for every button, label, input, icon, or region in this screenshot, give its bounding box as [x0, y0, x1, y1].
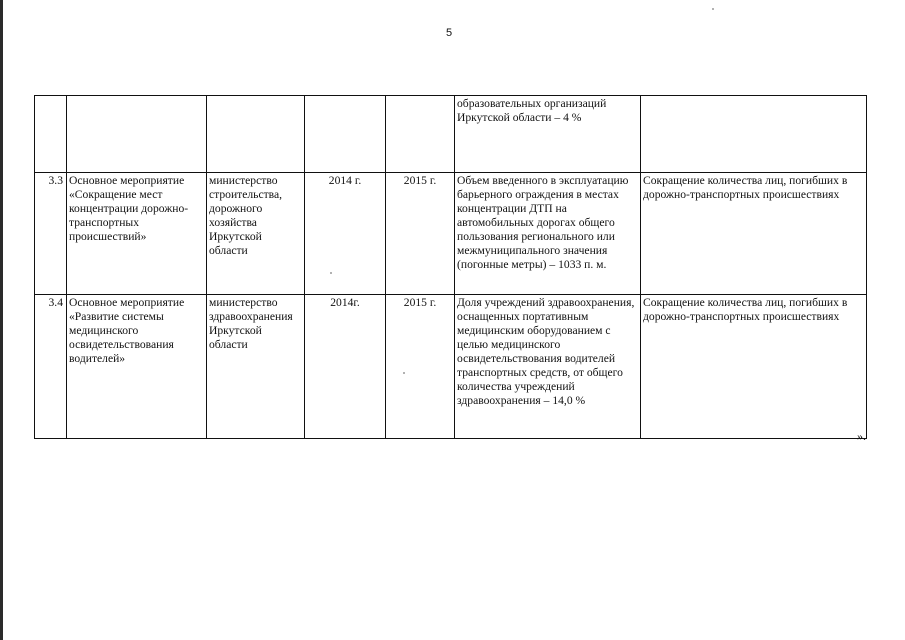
indicator-cell: образовательных организаций Иркутской области – 4 % [455, 96, 641, 173]
start-year-cell [305, 96, 386, 173]
executor-cell: министерство здравоохранения Иркутской области [207, 295, 305, 439]
end-year-cell: 2015 г. [386, 295, 455, 439]
closing-quote-mark: ». [857, 429, 866, 443]
measures-table [34, 95, 867, 439]
table-row [35, 173, 867, 295]
result-cell: Сокращение количества лиц, погибших в дорожно-транспортных происшествиях [641, 173, 867, 295]
row-number-cell: 3.3 [35, 173, 67, 295]
scan-speck [330, 272, 332, 274]
measure-name-cell [67, 96, 207, 173]
scan-speck [403, 372, 405, 374]
row-number-cell [35, 96, 67, 173]
indicator-cell: Доля учреждений здравоохранения, оснащенных портативным медицинским оборудованием с целью медицинского освидетельствования водителей транспортных средств, от общего количества учреждений здравоохранения – 14,0 % [455, 295, 641, 439]
start-year-cell: 2014г. [305, 295, 386, 439]
end-year-cell: 2015 г. [386, 173, 455, 295]
measure-name-cell: Основное мероприятие «Развитие системы медицинского освидетельствования водителей» [67, 295, 207, 439]
table-row [35, 295, 867, 439]
start-year-cell: 2014 г. [305, 173, 386, 295]
result-cell [641, 96, 867, 173]
executor-cell [207, 96, 305, 173]
measure-name-cell: Основное мероприятие «Сокращение мест концентрации дорожно-транспортных происшествий» [67, 173, 207, 295]
end-year-cell [386, 96, 455, 173]
result-cell: Сокращение количества лиц, погибших в дорожно-транспортных происшествиях [641, 295, 867, 439]
row-number-cell: 3.4 [35, 295, 67, 439]
scan-edge [0, 0, 3, 640]
table-row [35, 96, 867, 173]
scan-speck [712, 8, 714, 10]
page-number: 5 [446, 27, 453, 39]
indicator-cell: Объем введенного в эксплуатацию барьерного ограждения в местах концентрации ДТП на автомобильных дорогах общего пользования регионального или межмуниципального значения (погонные метры) – 1033 п. м. [455, 173, 641, 295]
executor-cell: министерство строительства, дорожного хозяйства Иркутской области [207, 173, 305, 295]
